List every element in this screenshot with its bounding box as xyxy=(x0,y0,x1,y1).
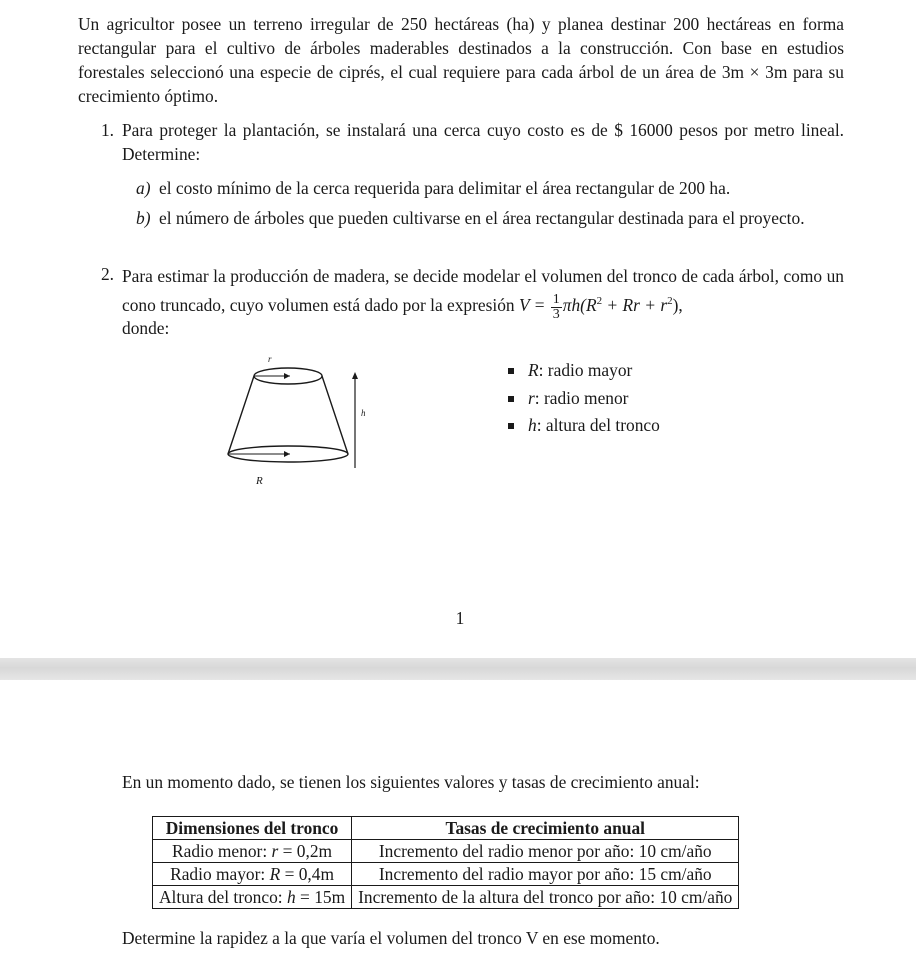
fraction-one-third: $\frac{1}{3}$ xyxy=(552,291,560,322)
dimension-cell: Radio mayor: R = 0,4m xyxy=(153,863,352,886)
page-separator xyxy=(0,658,916,680)
rate-cell: Incremento del radio menor por año: 10 cm/año xyxy=(352,840,739,863)
question-1a-text: el costo mínimo de la cerca requerida para delimitar el área rectangular de 200 ha. xyxy=(159,178,731,198)
table-row xyxy=(153,886,739,909)
rate-cell: Incremento del radio mayor por año: 15 cm/año xyxy=(352,863,739,886)
dimension-cell: Radio menor: r = 0,2m xyxy=(153,840,352,863)
question-1b-text: el número de árboles que pueden cultivarse en el área rectangular destinada para el proyecto. xyxy=(159,208,805,228)
donde-label: donde: xyxy=(122,318,170,338)
bullet-icon xyxy=(508,396,514,402)
question-2-statement: Para estimar la producción de madera, se decide modelar el volumen del tronco de cada árbol, como un cono truncado, cuyo volumen está dado por la expresión xyxy=(122,266,844,315)
table-row xyxy=(153,863,739,886)
label-big-R: R xyxy=(256,475,263,487)
legend-item-h: h: altura del tronco xyxy=(508,412,660,440)
page-number: 1 xyxy=(455,608,465,628)
dimension-cell: Altura del tronco: h = 15m xyxy=(153,886,352,909)
header-dimensions: Dimensiones del tronco xyxy=(153,817,352,840)
bullet-icon xyxy=(508,423,514,429)
bullet-icon xyxy=(508,368,514,374)
volume-formula: V = $\frac{1}{3}$ $\pi h(R^2 + Rr + r^2)$, xyxy=(518,291,683,322)
label-h: h xyxy=(361,408,366,418)
question-2-text xyxy=(122,262,844,322)
question-1-number: 1. xyxy=(100,120,114,140)
truncated-cone-figure xyxy=(218,350,398,490)
legend-item-R: R: radio mayor xyxy=(508,357,660,385)
table-header-row xyxy=(153,817,739,840)
page-2-lead: En un momento dado, se tienen los siguientes valores y tasas de crecimiento anual: xyxy=(122,772,700,792)
question-1b-label: b) xyxy=(136,208,151,228)
rate-cell: Incremento de la altura del tronco por año: 10 cm/año xyxy=(352,886,739,909)
page-2 xyxy=(0,680,916,954)
question-1-text: Para proteger la plantación, se instalará una cerca cuyo costo es de $ 16000 pesos por metro lineal. Determine: xyxy=(122,120,844,164)
variable-legend xyxy=(508,357,660,440)
label-small-r: r xyxy=(268,354,272,364)
table-row xyxy=(153,840,739,863)
question-1a-label: a) xyxy=(136,178,151,198)
growth-rates-table xyxy=(152,816,739,909)
legend-item-r: r: radio menor xyxy=(508,385,660,413)
header-rates: Tasas de crecimiento anual xyxy=(352,817,739,840)
final-question: Determine la rapidez a la que varía el volumen del tronco V en ese momento. xyxy=(122,928,660,948)
question-2-number: 2. xyxy=(100,264,114,284)
intro-paragraph: Un agricultor posee un terreno irregular de 250 hectáreas (ha) y planea destinar 200 hectáreas en forma rectangular para el cultivo de árboles maderables destinados a la construcción. Con base en estudios forestales seleccionó una especie de ciprés, el cual requiere para cada árbol de un área de 3m × 3m para su crecimiento óptimo. xyxy=(78,14,844,106)
